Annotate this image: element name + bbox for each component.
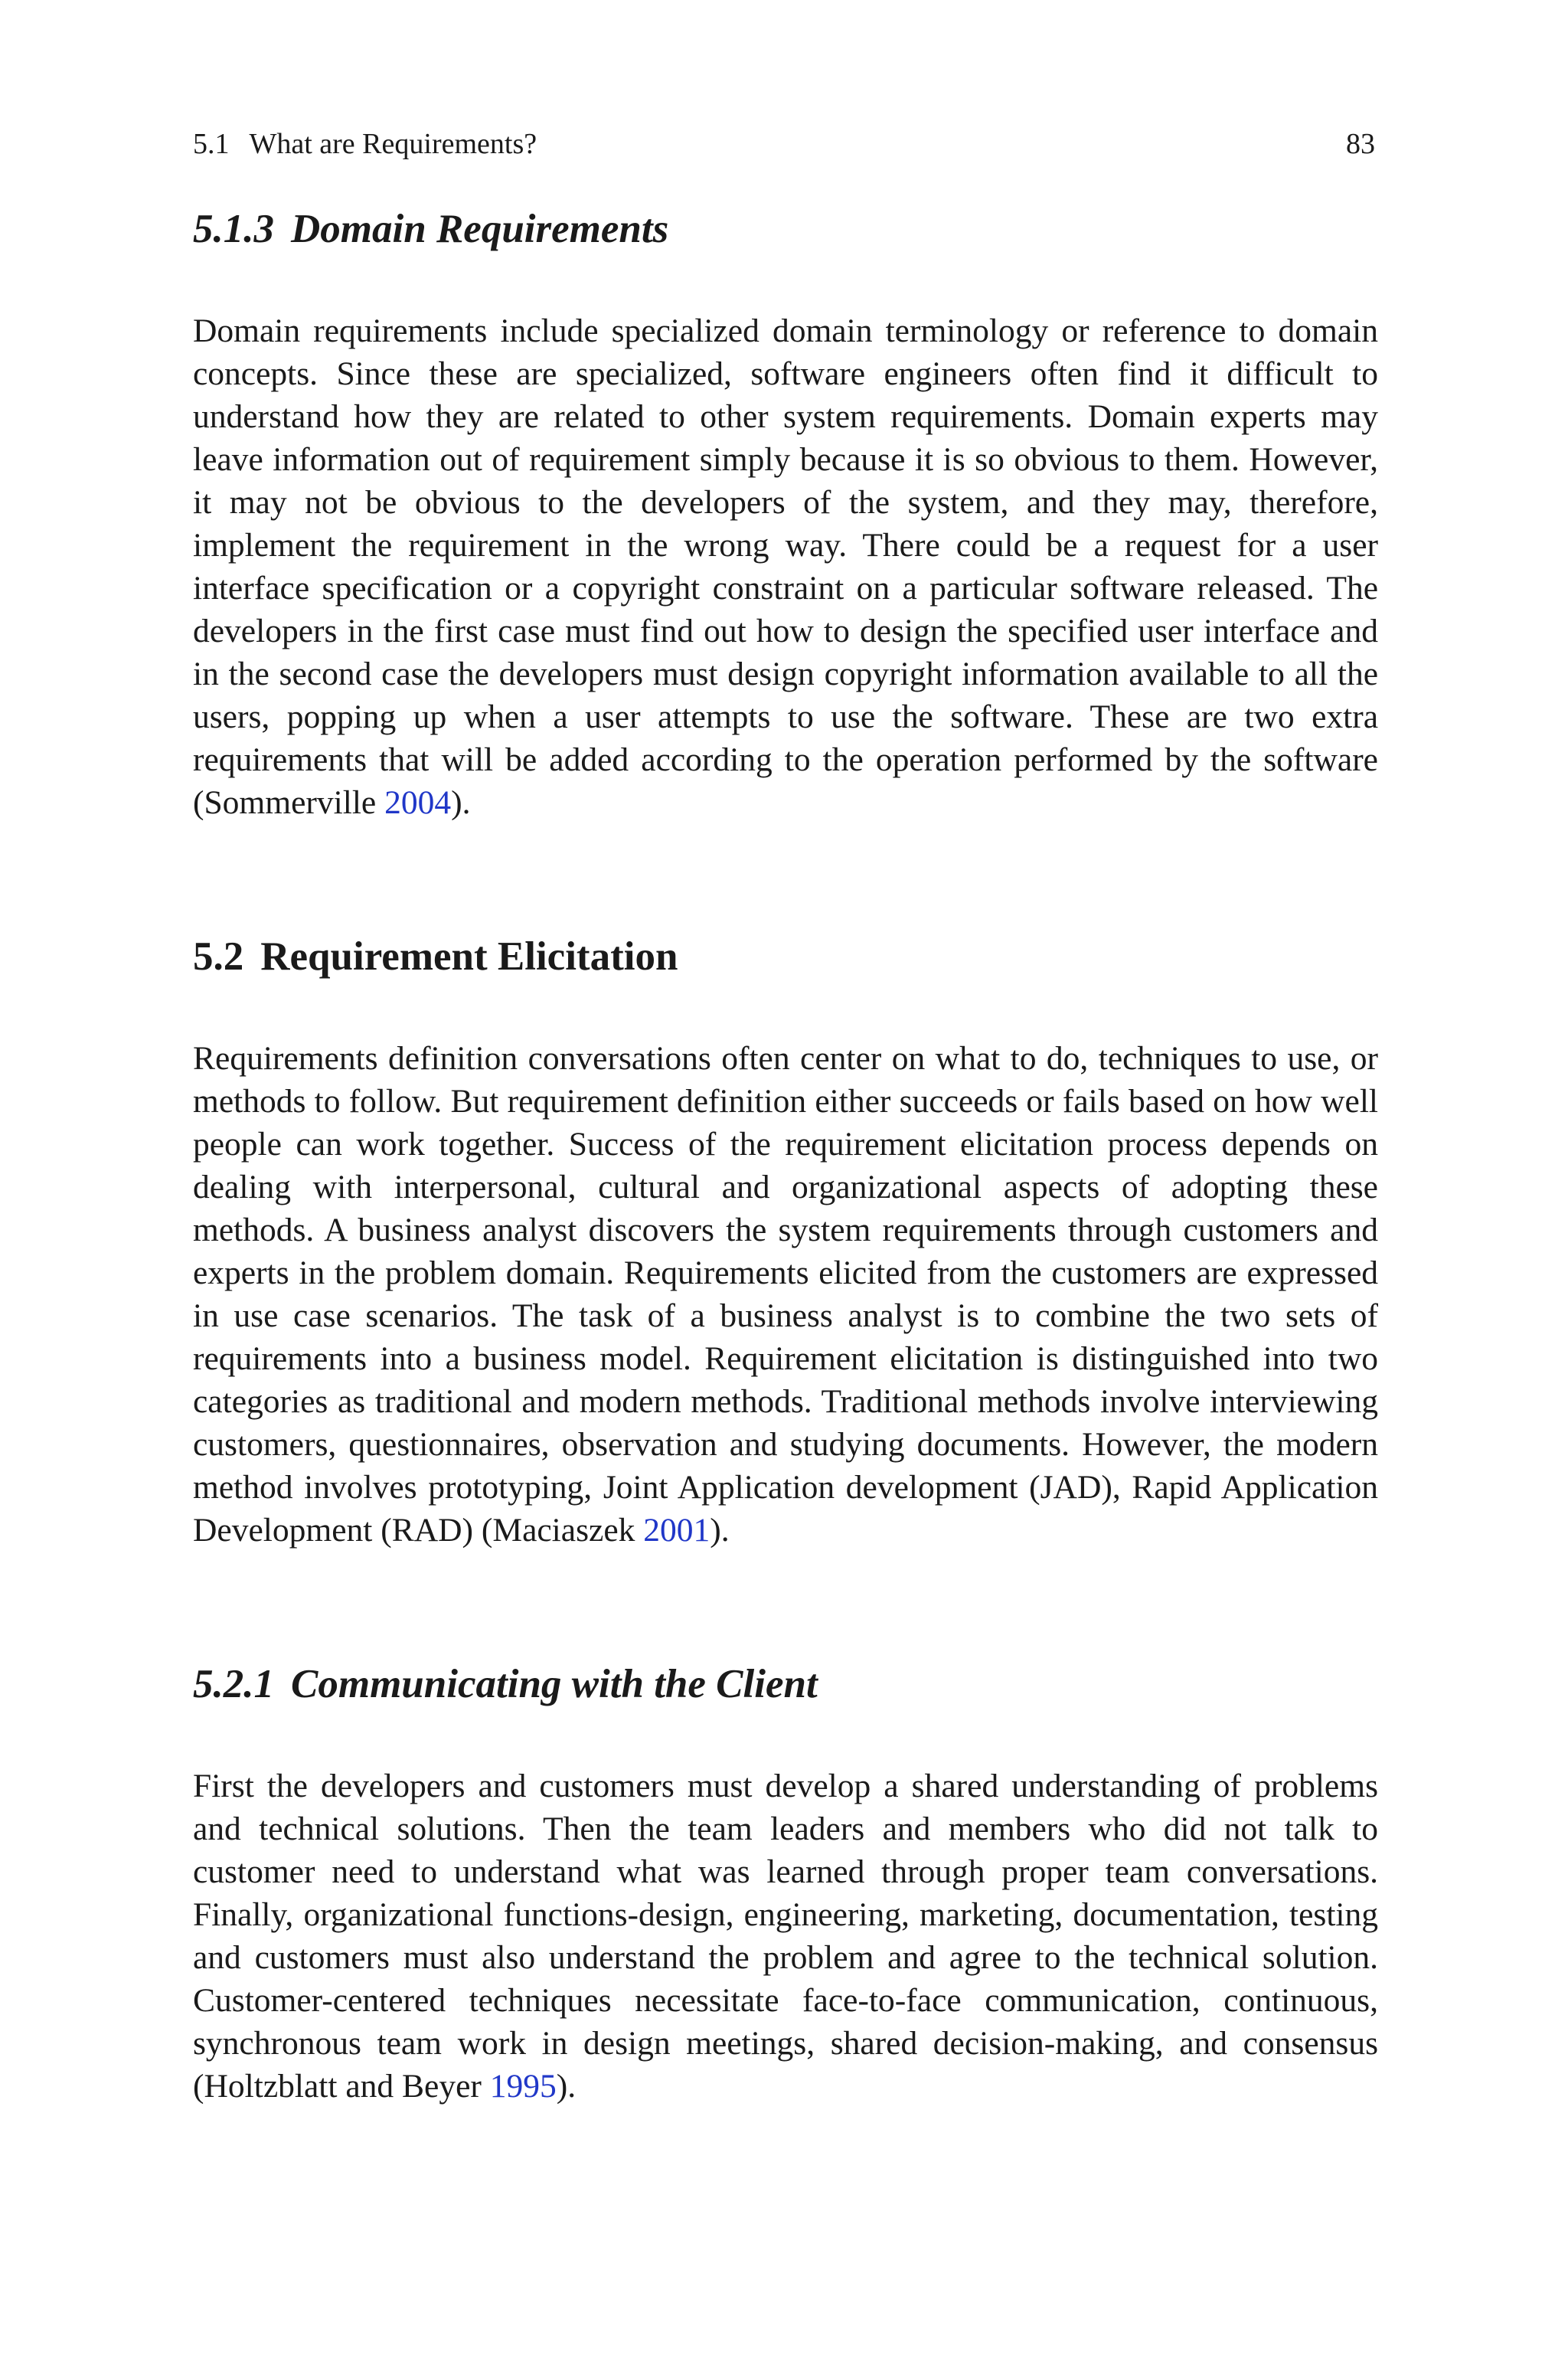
citation-link-holtzblatt-beyer[interactable]: 1995 bbox=[489, 2068, 557, 2105]
paragraph-domain-requirements bbox=[193, 309, 1378, 824]
running-head bbox=[193, 127, 1375, 161]
section-title: Requirement Elicitation bbox=[260, 934, 678, 979]
section-heading-communicating-with-client bbox=[193, 1660, 1415, 1708]
paragraph-text-end: ). bbox=[556, 2068, 577, 2105]
paragraph-text: First the developers and customers must develop a shared understanding of problems and technical solutions. Then the team leaders and members who did not talk to customer need to understand what was learned through proper team conversations. Finally, organizational functions-design, engineering, marketing, documentation, testing and customers must also understand the problem and agree to the technical solution. Customer-centered techniques necessitate face-to-face communication, continuous, synchronous team work in design meetings, shared decision-making, and consensus (Holtzblatt and Beyer bbox=[193, 1768, 1378, 2105]
citation-link-maciaszek[interactable]: 2001 bbox=[643, 1512, 710, 1549]
citation-link-sommerville[interactable]: 2004 bbox=[384, 784, 452, 821]
section-title: Communicating with the Client bbox=[291, 1662, 818, 1706]
paragraph-text: Domain requirements include specialized domain terminology or reference to domain concepts. Since these are specialized, software engineers often find it difficult to understand how they are related to other system requirements. Domain experts may leave information out of requirement simply because it is so obvious to them. However, it may not be obvious to the developers of the system, and they may, therefore, implement the requirement in the wrong way. There could be a request for a user interface specification or a copyright constraint on a particular software released. The developers in the first case must find out how to design the specified user interface and in the second case the developers must design copyright information available to all the users, popping up when a user attempts to use the software. These are two extra requirements that will be added according to the operation performed by the software (Sommerville bbox=[193, 312, 1378, 821]
section-number: 5.1.3 bbox=[193, 207, 274, 251]
paragraph-requirement-elicitation bbox=[193, 1037, 1378, 1552]
section-title: Domain Requirements bbox=[291, 207, 669, 251]
section-number: 5.2.1 bbox=[193, 1662, 274, 1706]
section-heading-domain-requirements bbox=[193, 205, 1415, 253]
paragraph-text-end: ). bbox=[451, 784, 471, 821]
running-head-section-title: What are Requirements? bbox=[249, 128, 537, 160]
paragraph-text: Requirements definition conversations often center on what to do, techniques to use, or methods to follow. But requirement definition either succeeds or fails based on how well people can work together. Success of the requirement elicitation process depends on dealing with interpersonal, cultural and organizational aspects of adopting these methods. A business analyst discovers the system requirements through customers and experts in the problem domain. Requirements elicited from the customers are expressed in use case scenarios. The task of a business analyst is to combine the two sets of requirements into a business model. Requirement elicitation is distinguished into two categories as traditional and modern methods. Traditional methods involve interviewing customers, questionnaires, observation and studying documents. However, the modern method involves prototyping, Joint Application development (JAD), Rapid Application Development (RAD) (Maciaszek bbox=[193, 1040, 1378, 1549]
paragraph-text-end: ). bbox=[710, 1512, 730, 1549]
page-number: 83 bbox=[1346, 128, 1375, 160]
paragraph-communicating-with-client bbox=[193, 1765, 1378, 2108]
running-head-section bbox=[193, 127, 537, 161]
section-heading-requirement-elicitation bbox=[193, 933, 1415, 980]
section-number: 5.2 bbox=[193, 934, 244, 979]
running-head-section-number: 5.1 bbox=[193, 128, 230, 160]
